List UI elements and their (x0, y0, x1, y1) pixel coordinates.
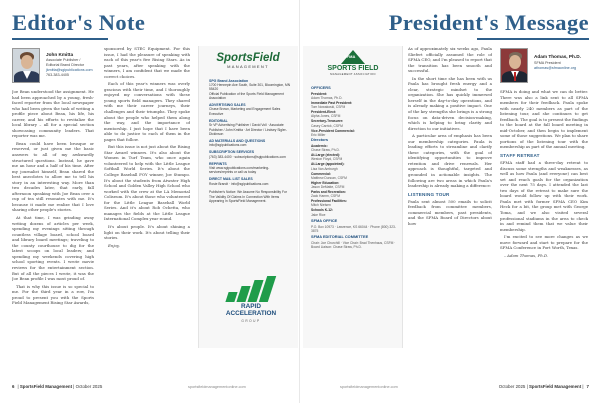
directors-heading: Directors (311, 137, 329, 143)
officer-role: Academic: (311, 143, 328, 148)
sfma-logo (325, 50, 381, 80)
editors-note-column-2 (104, 46, 190, 346)
col2-paragraph: But this issue is not just about the Rising Star Award winners. It's also about the Women in Turf Team, who once again volunteered to help with the Little League Softball World Series. It's about the College Baseball FOY winner, Joe Stumpo. It's about the students from Atwater High School and Golden Valley High School who worked with the crew at the LA Memorial Coliseum. It's about those who volunteered for the Little League Baseball World Series. And it's about Rob Ochetta, who manages the fields at the Little League International Complex year round. (104, 144, 190, 222)
officer-role: Parks and Recreation: (311, 189, 346, 194)
rapid-acceleration-logo (219, 274, 281, 323)
title-underline (12, 38, 108, 40)
officers-list (311, 86, 399, 250)
footer-publication: SportsField Management (528, 384, 582, 389)
officer-role: Secretary-Treasurer: (311, 119, 344, 124)
editor-phone: 763-383-4405 (46, 73, 69, 77)
president-role: SFMA President (534, 61, 561, 65)
president-name: Adam Thomas, Ph.D. (534, 54, 581, 59)
col1-paragraph: At that time, I was grinding away writing dozens of articles per week, spending my evenings sitting through countless village board, school board and library board meetings; traveling to the county courthouse to dig for the latest scoops on local leaders; and spending my weekends covering high school sporting events. I wrote movie reviews for the entertainment section. But of all the pieces I wrote, it was the Joe Bean profile I was most proud of. (12, 215, 94, 282)
officer-name: Chase Straw, Ph.D. (311, 148, 340, 153)
officer-name: Tom Nowakoski, CSFM (311, 105, 346, 110)
signoff: Enjoy. (108, 242, 120, 248)
officer-name: Matthew Duncan, CSFM (311, 175, 347, 180)
col1-paragraph: As of approximately six weeks ago, Paula Sliefert officially assumed the role of SFMA CEO, and I'm pleased to report that the transition has been smooth and successful. (408, 46, 492, 74)
editors-note-title: Editor's Note (12, 10, 146, 35)
photo-tie (514, 72, 516, 81)
editors-note-column-1 (12, 89, 94, 372)
mast-line: Sr VP Advertising Publisher / David Voll · Associate Publisher / John Kmitta · Art Director / Lindsey Sigler-Dickinson (209, 123, 287, 136)
officer-role: Higher Education: (311, 180, 340, 185)
officer-role: Professional Facilities: (311, 199, 347, 204)
right-footer: October 2025 | SportsField Management | 7 (498, 384, 589, 389)
title-underline (477, 38, 589, 40)
officer-role: Commercial: (311, 171, 331, 176)
mast-heading: ADVERTISING SALES (209, 103, 246, 108)
officer-role: Immediate Past President: (311, 100, 353, 105)
officer-name: Adam Thomas, Ph.D. (311, 96, 343, 101)
presidents-message-column-2 (500, 89, 588, 372)
officer-name: Jake Rice (311, 212, 326, 217)
officer-name: Zack Hamm, CSFM (311, 194, 340, 199)
officer-name: Casey Carrick, CSFM (311, 123, 343, 128)
logo-word: SportsField (216, 52, 280, 64)
sfma-logo-sub: MANAGEMENT ASSOCIATION (330, 73, 376, 76)
listening-paragraph: Paula sent almost 500 emails to solicit feedback from committee members, commercial members, past presidents, and the SFMA Board of Directors about how (408, 198, 492, 226)
editor-role-2: Editorial Brand Director (46, 63, 85, 67)
col2-paragraph: SFMA is doing and what we can do better. There was also a link sent to all SFMA members for their feedback. Paula spoke with nearly 240 members as part of the listening tour, and she continues to get feedback. The goal is to present the findings to the board at the fall board meeting in mid-October, and then begin to implement some of those suggestions. We plan to share portions of the listening tour with the membership as part of the annual meeting. (500, 89, 588, 150)
mast-line: Official Publication of the Sports Field Management Association (209, 91, 284, 101)
masthead-details (209, 76, 293, 204)
officer-name: Weston Floyd, CSFM (311, 157, 343, 162)
sfma-logo-badge: SFMA (344, 54, 356, 59)
mast-line: Visit www.sgipublications.com/marketing-services/reprints or call us today (209, 165, 270, 175)
officer-role: At-Large (appointed): (311, 162, 345, 167)
editor-role: Associate Publisher / (46, 58, 81, 62)
col1-paragraph: A particular area of emphasis has been our membership categories. Paula is leading efforts to streamline and clarify these categories, with the goal of identifying opportunities to improve retention and drive renewals. Her approach is thoughtful, targeted and grounded in actionable insights. The following are two areas in which Paula's leadership is already making a difference: (408, 133, 492, 189)
staff-paragraph: SFMA staff had a three-day retreat to discuss some strengths and weaknesses, as well as how Paula (and everyone) can best set and reach goals for the organization over the next 75 days. I attended the last two days of the retreat to make sure the board would follow up with their work. Paula met with former SFMA CEO Kim Heck for a bit, the group met with George Toma, and we also visited several professional stadiums in the area to check in and remind them that we value their membership. (500, 160, 588, 232)
editor-email-link[interactable]: jkmitta@sgipublications.com (46, 68, 93, 72)
mast-line: 1700 Hennepin Ave South, Suite 301, Bloomington, MN 55420 (209, 82, 291, 92)
mast-line: Publisher's Notice: We Assume No Responsibility For The Validity Of Claims In Connection With Items Appearing In SportsField Management. (209, 190, 287, 204)
left-footer: 6 | SportsField Management | October 2025 (12, 384, 103, 389)
footer-url[interactable]: sportsfieldmanagementonline.com (188, 385, 246, 389)
page-number: 6 (12, 384, 15, 389)
president-email-link[interactable]: athomas@sfmaonline.org (534, 66, 577, 70)
mast-heading: EDITORIAL (209, 118, 228, 123)
footer-sep: | (526, 384, 528, 389)
mast-line: Chase Brown, Marketing and Engagement Sales Executive (209, 107, 281, 116)
editor-name: John Kmitta (46, 52, 74, 57)
masthead-panel (198, 46, 298, 348)
footer-publication: SportsField Management (19, 384, 73, 389)
intro-paragraph: Joe Bean understood the assignment. He had been approached by a young, fresh-faced reporter from the local newspaper who had been given the task of writing a profile piece about Bean, his life, his career, and his efforts to revitalize the local library – all for a special section showcasing community leaders. That reporter was me. (12, 89, 94, 139)
president-signature: – Adam Thomas, Ph.D. (504, 252, 549, 258)
staff-paragraph: I'm excited to see more changes as we move forward and start to prepare for the SFMA Conference in Fort Worth, Texas. (500, 234, 588, 251)
col2-paragraph: It's about people. It's about shining a light on their work. It's about telling their stories. (104, 223, 190, 241)
mast-heading: SUBSCRIPTION SERVICES (209, 150, 255, 155)
john-kmitta-photo (12, 48, 40, 83)
ra-tag: GROUP (241, 319, 261, 323)
footer-url[interactable]: sportsfieldmanagementonline.com (340, 385, 398, 389)
officer-role: President-Elect: (311, 110, 337, 115)
officer-role: At-Large (elected): (311, 153, 341, 158)
staff-retreat-heading: STAFF RETREAT (500, 153, 540, 159)
officer-name: Lisa Van Amburgh (311, 166, 338, 171)
officer-role: President: (311, 91, 328, 96)
sfma-office-heading: SFMA OFFICE (311, 217, 338, 223)
presidents-message-title: President's Message (388, 10, 589, 35)
presidents-message-column-1 (408, 46, 492, 372)
photo-face (21, 55, 33, 69)
officer-name: Jason DeMatte, CSFM (311, 184, 345, 189)
page-number: 7 (586, 384, 589, 389)
footer-sep: | (73, 384, 75, 389)
logo-sub: MANAGEMENT (227, 64, 269, 69)
mast-heading: AD MATERIALS AND QUESTIONS (209, 138, 266, 143)
officer-name: Eric Miller (311, 132, 326, 137)
footer-issue: October 2025 (75, 384, 103, 389)
officer-role: Schools K-12: (311, 208, 333, 213)
officer-role: Vice-President Commercial: (311, 128, 355, 133)
ra-logo-bars (223, 276, 279, 302)
editorial-committee-line: Chair: Joe Churchill · Vice Chair: Brad Thenhaus, CSFM · Board Liaison: Chase Straw, Ph.D. (311, 241, 396, 250)
sfma-officers-panel (303, 46, 403, 348)
col1-paragraph: That is why this issue is so special to me. For the third year in a row, I'm proud to present you with the Sports Field Management Rising Star Awards, (12, 283, 94, 306)
mast-heading: DIRECT MAIL LIST SALES (209, 177, 253, 182)
col1-paragraph: In the short time she has been with us Paula has brought fresh energy and a clear, strategic mindset to the organization. She has quickly immersed herself in the day-to-day operations, and is already making a positive impact. One of the key strengths she brings is a strong focus on data-driven decision-making, which is helping to bring clarity and direction to our initiatives. (408, 75, 492, 131)
adam-thomas-photo (500, 48, 528, 83)
officer-name: Mitch Nielsen (311, 203, 331, 208)
col2-paragraph: Each of this year's winners was overly gracious with their time, and I thoroughly enjoyed my conversations with these young sports field managers. They shared with me their career journeys, their challenges and their triumphs. They spoke about the people who helped them along the way, and the importance of mentorship. I just hope that I have been able to do justice to each of them in the pages that follow. (104, 81, 190, 142)
mast-line: info@sgipublications.com (209, 143, 247, 148)
editorial-committee-heading: SFMA EDITORIAL COMMITTEE (311, 234, 369, 240)
officer-name: Alpha Jones, CSFM (311, 114, 341, 119)
sfma-logo-word: SPORTS FIELD (327, 65, 379, 72)
mast-heading: SPG Brand Association (209, 78, 249, 83)
sportsfield-logo (211, 52, 285, 69)
col1-paragraph: Bean could have been brusque or reserved, or just given me the basic answers to all of my awkwardly structured questions. Instead, he gave me an hour and a half of his time. After my journalist himself, Bean shared the best anecdotes to allow me to tell his story in an interesting way. More than two decades later, that early, fall afternoon speaking with Joe Bean over a cup of tea still resonates with me. It's because it made me realize that I love sharing other people's stories. (12, 140, 94, 213)
listening-tour-heading: LISTENING TOUR (408, 191, 450, 197)
officers-heading: OFFICERS (311, 85, 331, 90)
mast-line: (763) 383-4400 · subscriptions@sgipublications.com (209, 154, 286, 159)
mast-line: Rosie Brandt · info@sgipublications.com (209, 181, 269, 186)
col2-paragraph: sponsored by STEC Equipment. For this issue, I had the pleasure of speaking with each of this year's five Rising Stars. As in past years, after speaking with the winners, I am confident that we made the correct choices. (104, 46, 190, 79)
ra-caption: RAPID ACCELERATION (225, 303, 277, 317)
sfma-office-line: P.O. Box 10973 · Lawrence, KS 66044 · Phone (800) 323-3875 (311, 224, 396, 233)
footer-issue: October 2025 (498, 384, 526, 389)
mast-heading: REPRINTS (209, 161, 227, 166)
photo-face (509, 55, 521, 69)
